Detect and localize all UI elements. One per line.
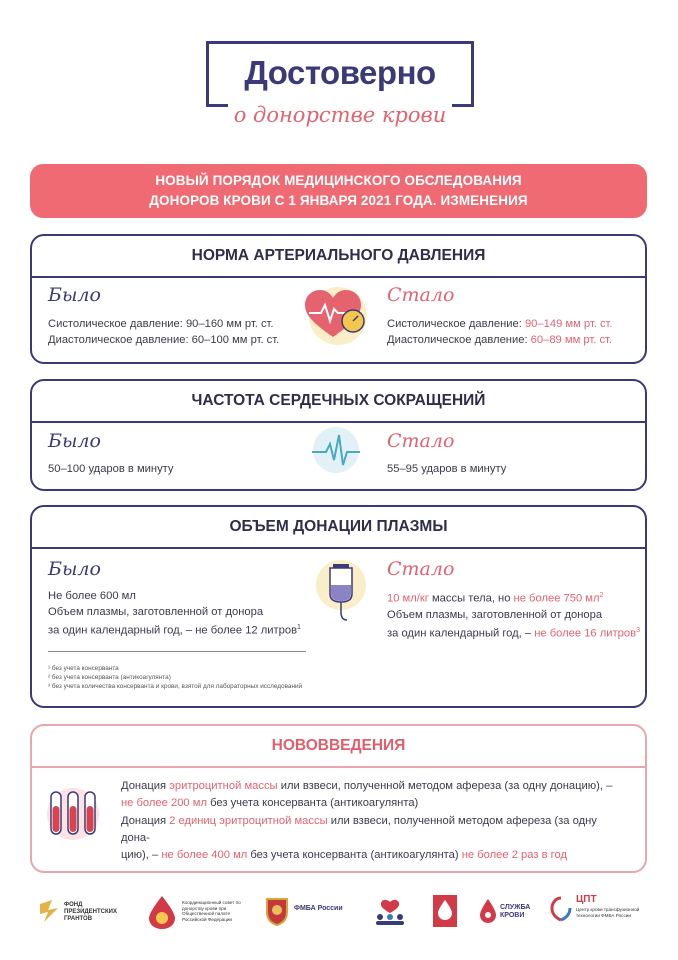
header-banner: [30, 164, 647, 218]
fpg-logo-text: ФОНД ПРЕЗИДЕНТСКИХ ГРАНТОВ: [64, 902, 117, 922]
pressure-now-systolic-value: 90–149 мм рт. ст.: [524, 318, 613, 330]
plasma-now-line1-a: 10 мл/кг: [387, 592, 429, 605]
p2-e: не более 400 мл: [161, 849, 248, 861]
plasma-now-line3-sup: 3: [636, 626, 640, 634]
pulse-icon: [313, 427, 359, 473]
cpt-logo-title: ЦПТ: [576, 894, 597, 905]
p1-b: эритроцитной массы: [169, 780, 278, 792]
plasma-was-line3: за один календарный год, – не более 12 литров: [48, 624, 298, 637]
plasma-card-title: ОБЪЕМ ДОНАЦИИ ПЛАЗМЫ: [32, 507, 645, 549]
footnote-1: ¹ без учета консерванта: [48, 665, 119, 672]
p1-a: Донация: [121, 780, 170, 792]
pressure-now-text: [387, 316, 613, 348]
p2-c: или взвеси, полученной методом афереза (за одну дона-: [121, 815, 597, 844]
p2-b: 2 единиц эритроцитной массы: [169, 815, 328, 827]
plasma-now-line2: Объем плазмы, заготовленной от донора: [387, 608, 603, 621]
cpt-logo-sub: Центр крови трансфузионной технологии ФМБА России: [576, 907, 640, 918]
footnote-3: ³ без учета количества консерванта и крови, взятой для лабораторных исследований: [48, 683, 303, 690]
heart-rate-was-label: Было: [48, 430, 101, 452]
brand-title: Достоверно: [244, 54, 436, 91]
plasma-now-line1-sup: 2: [599, 592, 604, 599]
heart-rate-now-label: Стало: [387, 430, 455, 452]
council-logo-text: Координационный совет по донорству крови при Общественной палате Российской Федерации: [182, 900, 241, 922]
pressure-was-diastolic: Диастолическое давление: 60–100 мм рт. ст.: [48, 334, 280, 346]
plasma-was-label: Было: [48, 558, 101, 580]
volunteers-logo: [372, 898, 408, 928]
pressure-was-text: [48, 316, 279, 348]
footnote-divider: [48, 651, 306, 652]
plasma-was-text: [48, 588, 301, 639]
p1-c: или взвеси, полученной методом афереза (за одну донацию), –: [277, 780, 613, 792]
blood-service-logo-text: СЛУЖБА КРОВИ: [500, 904, 531, 919]
pressure-was-systolic: Систолическое давление: 90–160 мм рт. ст.: [48, 318, 274, 330]
p2-g: не более 2 раз в год: [461, 849, 567, 861]
p2-d: цию), –: [121, 849, 162, 861]
p2-f: без учета консерванта (антикоагулянта): [247, 849, 462, 861]
plasma-was-line1: Не более 600 мл: [48, 590, 136, 602]
plasma-footnotes: [48, 664, 302, 691]
brand-logo-box: [206, 41, 474, 107]
plasma-was-sup: 1: [297, 624, 301, 631]
heart-pressure-icon: [309, 287, 367, 345]
heart-rate-card-title: ЧАСТОТА СЕРДЕЧНЫХ СОКРАЩЕНИЙ: [32, 381, 645, 423]
fmba-logo-text: ФМБА России: [294, 905, 343, 912]
innovations-card-title: НОВОВВЕДЕНИЯ: [32, 726, 645, 768]
footer-logos: [38, 890, 648, 934]
plasma-now-line1-c: не более 750 мл: [513, 592, 600, 605]
p1-d: не более 200 мл: [121, 797, 207, 809]
blood-center-logo: [432, 894, 458, 928]
pressure-now-systolic-label: Систолическое давление:: [387, 318, 525, 330]
pressure-now-diastolic-label: Диастолическое давление:: [387, 334, 531, 346]
plasma-was-line2: Объем плазмы, заготовленной от донора: [48, 606, 264, 618]
pressure-card-title: НОРМА АРТЕРИАЛЬНОГО ДАВЛЕНИЯ: [32, 236, 645, 278]
plasma-now-text: [387, 588, 640, 641]
plasma-now-line3-b: не более 16 литров: [534, 627, 637, 640]
heart-rate-was-text: 50–100 ударов в минуту: [48, 463, 174, 475]
p1-e: без учета консерванта (антикоагулянта): [206, 797, 419, 809]
innovation-paragraph-2: [121, 813, 626, 864]
banner-line-1: НОВЫЙ ПОРЯДОК МЕДИЦИНСКОГО ОБСЛЕДОВАНИЯ: [155, 173, 522, 188]
brand-subtitle: [206, 103, 474, 127]
test-tubes-icon: [38, 782, 108, 842]
plasma-now-line3-a: за один календарный год, –: [387, 627, 535, 640]
pressure-now-label: Стало: [387, 284, 455, 306]
pressure-was-label: Было: [48, 284, 101, 306]
p2-a: Донация: [121, 815, 170, 827]
pressure-now-diastolic-value: 60–89 мм рт. ст.: [530, 334, 613, 346]
footnote-2: ² без учета консерванта (антикоагулянта): [48, 674, 171, 681]
innovation-paragraph-1: [121, 778, 621, 812]
plasma-now-label: Стало: [387, 558, 455, 580]
plasma-now-line1-b: массы тела, но: [428, 592, 514, 605]
brand-subtitle-text: о донорстве крови: [228, 103, 453, 127]
banner-line-2: ДОНОРОВ КРОВИ С 1 ЯНВАРЯ 2021 ГОДА. ИЗМЕНЕНИЯ: [149, 193, 528, 208]
heart-rate-now-text: 55–95 ударов в минуту: [387, 463, 507, 475]
plasma-bag-icon: [316, 560, 366, 610]
